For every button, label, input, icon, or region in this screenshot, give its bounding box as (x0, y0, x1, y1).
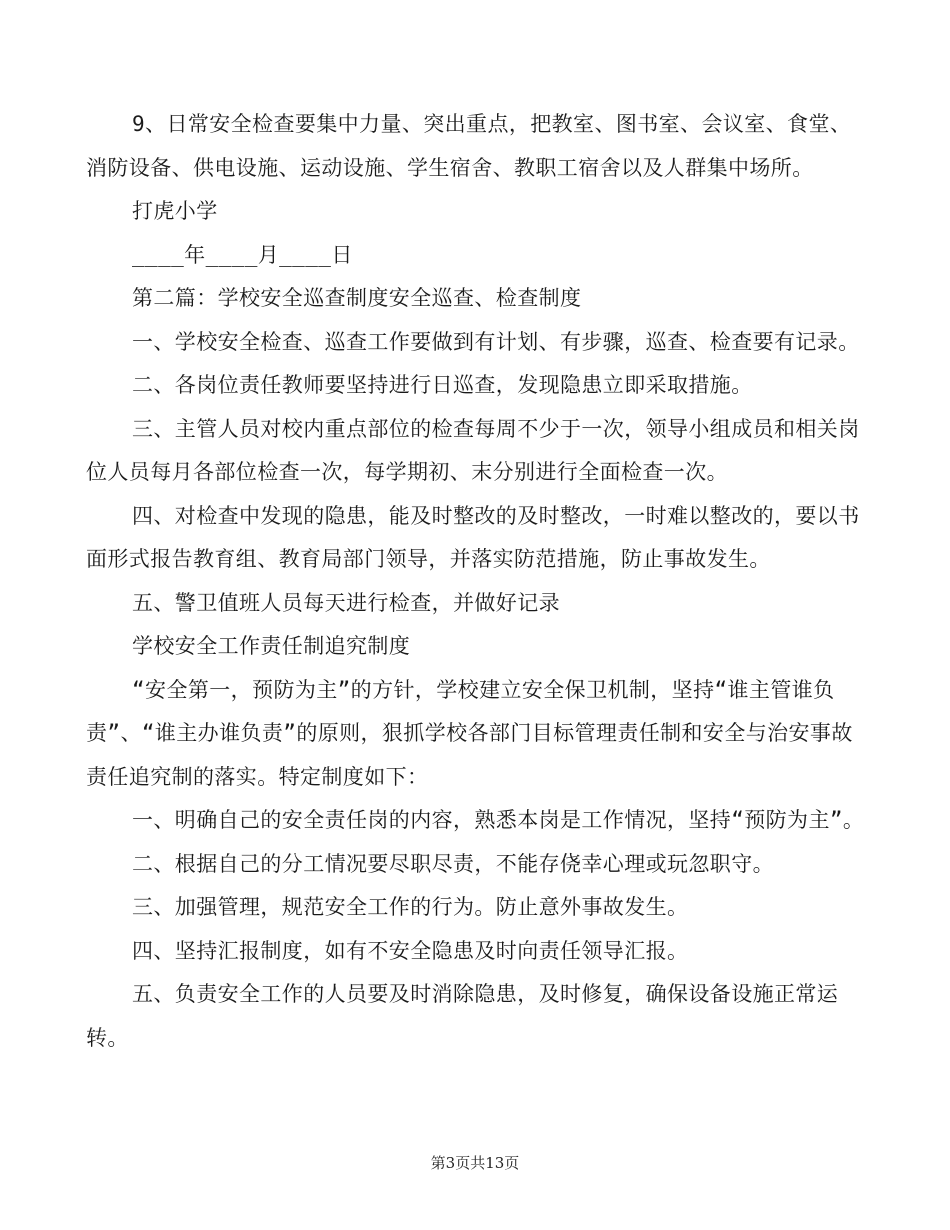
paragraph-rule-3: 三、主管人员对校内重点部位的检查每周不少于一次，领导小组成员和相关岗位人员每月各部位检查一次，每学期初、末分别进行全面检查一次。 (86, 416, 860, 484)
section-heading: 第二篇：学校安全巡查制度安全巡查、检查制度 (132, 286, 582, 310)
paragraph-duty-3: 三、加强管理，规范安全工作的行为。防止意外事故发生。 (132, 895, 689, 919)
date-line: ____年____月____日 (132, 242, 353, 267)
paragraph-rule-2: 二、各岗位责任教师要坚持进行日巡查，发现隐患立即采取措施。 (132, 373, 753, 397)
subsection-title: 学校安全工作责任制追究制度 (132, 634, 411, 658)
school-name: 打虎小学 (132, 199, 218, 223)
paragraph-duty-2: 二、根据自己的分工情况要尽职尽责，不能存侥幸心理或玩忽职守。 (132, 851, 774, 876)
document-body (86, 103, 866, 1060)
paragraph-rule-1: 一、学校安全检查、巡查工作要做到有计划、有步骤，巡查、检查要有记录。 (132, 329, 860, 354)
paragraph-duty-1: 一、明确自己的安全责任岗的内容，熟悉本岗是工作情况，坚持“预防为主”。 (132, 808, 865, 832)
paragraph-rule-4: 四、对检查中发现的隐患，能及时整改的及时整改，一时难以整改的，要以书面形式报告教育组、教育局部门领导，并落实防范措施，防止事故发生。 (86, 503, 860, 571)
paragraph-item-9: 9、日常安全检查要集中力量、突出重点，把教室、图书室、会议室、食堂、消防设备、供电设施、运动设施、学生宿舍、教职工宿舍以及人群集中场所。 (86, 112, 852, 180)
paragraph-duty-4: 四、坚持汇报制度，如有不安全隐患及时向责任领导汇报。 (132, 938, 689, 963)
paragraph-duty-5: 五、负责安全工作的人员要及时消除隐患，及时修复，确保设备设施正常运转。 (86, 982, 839, 1050)
paragraph-rule-5: 五、警卫值班人员每天进行检查，并做好记录 (132, 590, 560, 615)
paragraph-intro: “安全第一，预防为主”的方针，学校建立安全保卫机制，坚持“谁主管谁负责”、“谁主办谁负责”的原则，狠抓学校各部门目标管理责任制和安全与治安事故责任追究制的落实。特定制度如下： (86, 677, 853, 789)
page-number: 第3页共13页 (430, 1154, 520, 1172)
